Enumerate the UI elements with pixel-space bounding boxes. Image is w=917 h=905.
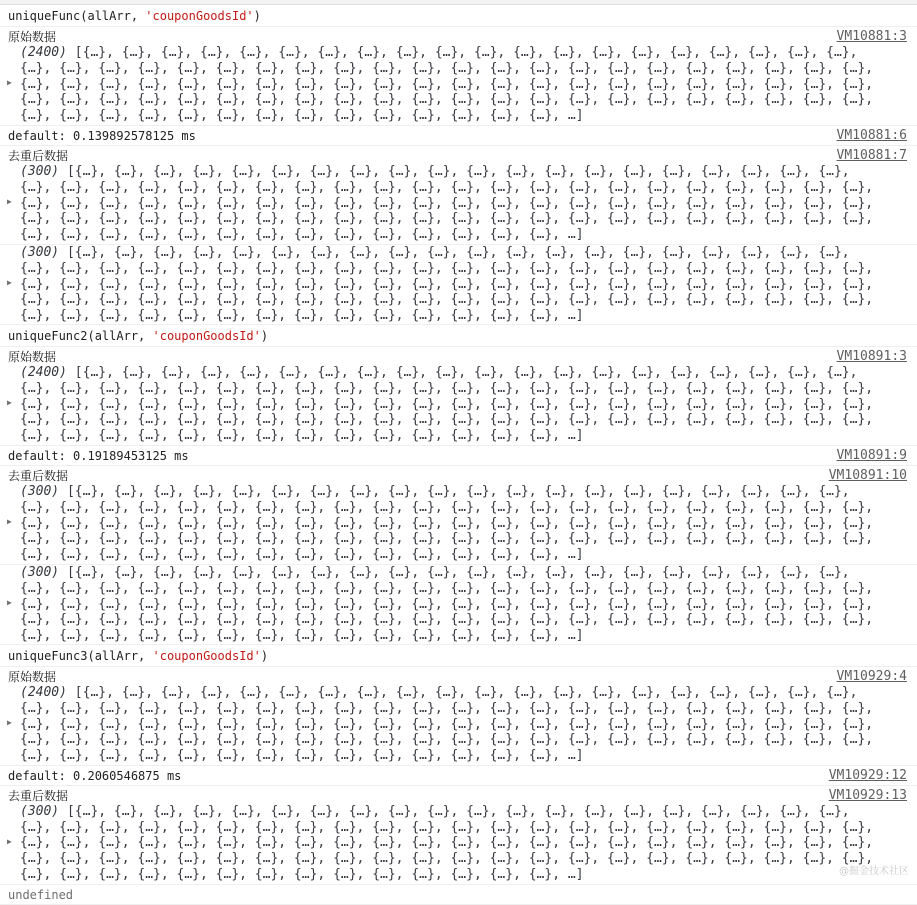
source-link[interactable]: VM10881:6 [836,127,907,143]
array-preview-line: {…}, {…}, {…}, {…}, {…}, {…}, {…}, {…}, {…}, {…}, {…}, {…}, {…}, {…}, {…}, {…}, {…}, {…}, {…}, {…}, {…}, {…}, [20,531,874,547]
console-log [0,5,917,905]
source-link[interactable]: VM10881:3 [836,29,907,44]
string-literal: 'couponGoodsId' [152,648,261,663]
code-text: uniqueFunc2(allArr, [8,328,153,343]
array-preview-line: {…}, {…}, {…}, {…}, {…}, {…}, {…}, {…}, {…}, {…}, {…}, {…}, {…}, {…}, {…}, {…}, {…}, {…}, {…}, {…}, {…}, {…}, [20,260,874,276]
array-preview-line: {…}, {…}, {…}, {…}, {…}, {…}, {…}, {…}, {…}, {…}, {…}, {…}, {…}, {…}, {…}, {…}, {…}, {…}, {…}, {…}, {…}, {…}, [20,380,874,396]
result-entry [0,565,917,645]
array-length-badge: (2400) [20,684,67,700]
array-preview[interactable] [7,163,909,243]
array-preview-line: {…}, {…}, {…}, {…}, {…}, {…}, {…}, {…}, {…}, {…}, {…}, {…}, {…}, {…}, {…}, {…}, {…}, {…}, {…}, {…}, {…}, {…}, [20,92,874,108]
array-length-badge: (300) [20,803,60,819]
timing-entry [0,126,917,146]
log-entry [0,466,917,565]
array-preview-line: (2400) [{…}, {…}, {…}, {…}, {…}, {…}, {…}, {…}, {…}, {…}, {…}, {…}, {…}, {…}, {…}, {…}, {…}, {…}, {…}, {…}, [20,45,858,60]
source-link[interactable]: VM10929:4 [836,668,907,684]
array-preview-line: {…}, {…}, {…}, {…}, {…}, {…}, {…}, {…}, {…}, {…}, {…}, {…}, {…}, {…}, …] [20,867,584,883]
timing-entry [0,766,917,786]
source-link[interactable]: VM10929:12 [828,767,907,783]
log-label: 去重后数据 [8,468,69,483]
log-label: 去重后数据 [8,148,69,163]
array-length-badge: (2400) [20,45,67,60]
code-text: ) [260,328,269,343]
timing-text: default: 0.139892578125 ms [8,128,196,143]
array-preview-line: {…}, {…}, {…}, {…}, {…}, {…}, {…}, {…}, {…}, {…}, {…}, {…}, {…}, {…}, {…}, {…}, {…}, {…}, {…}, {…}, {…}, {…}, [20,716,874,732]
array-preview-line: {…}, {…}, {…}, {…}, {…}, {…}, {…}, {…}, {…}, {…}, {…}, {…}, {…}, {…}, {…}, {…}, {…}, {…}, {…}, {…}, {…}, {…}, [20,60,874,76]
undefined-result: undefined [8,887,74,902]
array-preview[interactable] [7,45,909,124]
array-preview-line: {…}, {…}, {…}, {…}, {…}, {…}, {…}, {…}, {…}, {…}, {…}, {…}, {…}, {…}, {…}, {…}, {…}, {…}, {…}, {…}, {…}, {…}, [20,499,874,515]
array-preview-line: {…}, {…}, {…}, {…}, {…}, {…}, {…}, {…}, {…}, {…}, {…}, {…}, {…}, {…}, {…}, {…}, {…}, {…}, {…}, {…}, {…}, {…}, [20,76,874,92]
expand-triangle-icon[interactable]: ▶ [7,196,12,206]
array-preview-line: (300) [{…}, {…}, {…}, {…}, {…}, {…}, {…}, {…}, {…}, {…}, {…}, {…}, {…}, {…}, {…}, {…}, {…}, {…}, {…}, {…}, [20,803,850,819]
array-preview-line: {…}, {…}, {…}, {…}, {…}, {…}, {…}, {…}, {…}, {…}, {…}, {…}, {…}, {…}, {…}, {…}, {…}, {…}, {…}, {…}, {…}, {…}, [20,412,874,428]
log-entry [0,347,917,446]
array-length-badge: (300) [20,564,60,580]
log-entry [0,667,917,766]
array-preview-line: {…}, {…}, {…}, {…}, {…}, {…}, {…}, {…}, {…}, {…}, {…}, {…}, {…}, {…}, {…}, {…}, {…}, {…}, {…}, {…}, {…}, {…}, [20,700,874,716]
array-preview-line: {…}, {…}, {…}, {…}, {…}, {…}, {…}, {…}, {…}, {…}, {…}, {…}, {…}, {…}, {…}, {…}, {…}, {…}, {…}, {…}, {…}, {…}, [20,515,874,531]
array-preview-line: (300) [{…}, {…}, {…}, {…}, {…}, {…}, {…}, {…}, {…}, {…}, {…}, {…}, {…}, {…}, {…}, {…}, {…}, {…}, {…}, {…}, [20,163,850,179]
string-literal: 'couponGoodsId' [145,9,254,23]
array-preview-line: {…}, {…}, {…}, {…}, {…}, {…}, {…}, {…}, {…}, {…}, {…}, {…}, {…}, {…}, …] [20,547,584,563]
expand-triangle-icon[interactable]: ▶ [7,516,12,526]
array-preview-line: {…}, {…}, {…}, {…}, {…}, {…}, {…}, {…}, {…}, {…}, {…}, {…}, {…}, {…}, …] [20,428,584,444]
source-link[interactable]: VM10891:9 [836,447,907,463]
array-preview-line: {…}, {…}, {…}, {…}, {…}, {…}, {…}, {…}, {…}, {…}, {…}, {…}, {…}, {…}, {…}, {…}, {…}, {…}, {…}, {…}, {…}, {…}, [20,179,874,195]
array-length-badge: (300) [20,163,60,179]
array-preview[interactable] [7,803,909,883]
console-input-echo [0,5,917,27]
log-entry [0,786,917,885]
expand-triangle-icon[interactable]: ▶ [7,836,12,846]
result-entry [0,885,917,905]
array-preview-line: {…}, {…}, {…}, {…}, {…}, {…}, {…}, {…}, {…}, {…}, {…}, {…}, {…}, {…}, {…}, {…}, {…}, {…}, {…}, {…}, {…}, {…}, [20,276,874,292]
source-link[interactable]: VM10891:3 [836,348,907,364]
source-link[interactable]: VM10891:10 [828,467,907,483]
code-text: uniqueFunc(allArr, [8,9,146,23]
array-preview[interactable] [7,364,909,444]
console-input-echo [0,645,917,667]
log-label: 原始数据 [8,349,57,364]
watermark: @掘金技术社区 [839,866,909,877]
array-preview-line: {…}, {…}, {…}, {…}, {…}, {…}, {…}, {…}, {…}, {…}, {…}, {…}, {…}, {…}, {…}, {…}, {…}, {…}, {…}, {…}, {…}, {…}, [20,396,874,412]
log-label: 去重后数据 [8,788,69,803]
code-text: ) [253,9,261,23]
input-code [8,328,909,344]
array-preview-line: (2400) [{…}, {…}, {…}, {…}, {…}, {…}, {…}, {…}, {…}, {…}, {…}, {…}, {…}, {…}, {…}, {…}, {…}, {…}, {…}, {…}, [20,364,858,380]
array-preview-line: (300) [{…}, {…}, {…}, {…}, {…}, {…}, {…}, {…}, {…}, {…}, {…}, {…}, {…}, {…}, {…}, {…}, {…}, {…}, {…}, {…}, [20,564,850,580]
console-input-echo [0,325,917,347]
log-label: 原始数据 [8,669,57,684]
array-preview-line: {…}, {…}, {…}, {…}, {…}, {…}, {…}, {…}, {…}, {…}, {…}, {…}, {…}, {…}, {…}, {…}, {…}, {…}, {…}, {…}, {…}, {…}, [20,580,874,596]
array-preview-line: {…}, {…}, {…}, {…}, {…}, {…}, {…}, {…}, {…}, {…}, {…}, {…}, {…}, {…}, {…}, {…}, {…}, {…}, {…}, {…}, {…}, {…}, [20,851,874,867]
input-code [8,648,909,664]
timing-text: default: 0.2060546875 ms [8,768,182,783]
expand-triangle-icon[interactable]: ▶ [7,397,12,407]
expand-triangle-icon[interactable]: ▶ [7,78,12,87]
array-preview-line: (300) [{…}, {…}, {…}, {…}, {…}, {…}, {…}, {…}, {…}, {…}, {…}, {…}, {…}, {…}, {…}, {…}, {…}, {…}, {…}, {…}, [20,244,850,260]
array-preview[interactable] [7,684,909,764]
array-preview-line: {…}, {…}, {…}, {…}, {…}, {…}, {…}, {…}, {…}, {…}, {…}, {…}, {…}, {…}, {…}, {…}, {…}, {…}, {…}, {…}, {…}, {…}, [20,819,874,835]
array-preview-line: (300) [{…}, {…}, {…}, {…}, {…}, {…}, {…}, {…}, {…}, {…}, {…}, {…}, {…}, {…}, {…}, {…}, {…}, {…}, {…}, {…}, [20,483,850,499]
array-length-badge: (300) [20,244,60,260]
array-preview-line: {…}, {…}, {…}, {…}, {…}, {…}, {…}, {…}, {…}, {…}, {…}, {…}, {…}, {…}, …] [20,108,584,124]
array-preview-line: {…}, {…}, {…}, {…}, {…}, {…}, {…}, {…}, {…}, {…}, {…}, {…}, {…}, {…}, {…}, {…}, {…}, {…}, {…}, {…}, {…}, {…}, [20,612,874,628]
array-preview-line: {…}, {…}, {…}, {…}, {…}, {…}, {…}, {…}, {…}, {…}, {…}, {…}, {…}, {…}, {…}, {…}, {…}, {…}, {…}, {…}, {…}, {…}, [20,835,874,851]
log-entry [0,27,917,126]
array-preview-line: {…}, {…}, {…}, {…}, {…}, {…}, {…}, {…}, {…}, {…}, {…}, {…}, {…}, {…}, {…}, {…}, {…}, {…}, {…}, {…}, {…}, {…}, [20,211,874,227]
log-entry [0,146,917,245]
array-preview[interactable] [7,244,909,324]
array-preview-line: {…}, {…}, {…}, {…}, {…}, {…}, {…}, {…}, {…}, {…}, {…}, {…}, {…}, {…}, …] [20,227,584,243]
array-preview-line: {…}, {…}, {…}, {…}, {…}, {…}, {…}, {…}, {…}, {…}, {…}, {…}, {…}, {…}, …] [20,748,584,764]
array-length-badge: (300) [20,483,60,499]
expand-triangle-icon[interactable]: ▶ [7,717,12,727]
array-preview-line: {…}, {…}, {…}, {…}, {…}, {…}, {…}, {…}, {…}, {…}, {…}, {…}, {…}, {…}, …] [20,308,584,324]
source-link[interactable]: VM10881:7 [836,147,907,163]
timing-text: default: 0.19189453125 ms [8,448,189,463]
array-preview[interactable] [7,483,909,563]
expand-triangle-icon[interactable]: ▶ [7,277,12,287]
array-preview[interactable] [7,564,909,644]
log-label: 原始数据 [8,30,57,44]
source-link[interactable]: VM10929:13 [828,787,907,803]
array-preview-line: {…}, {…}, {…}, {…}, {…}, {…}, {…}, {…}, {…}, {…}, {…}, {…}, {…}, {…}, {…}, {…}, {…}, {…}, {…}, {…}, {…}, {…}, [20,732,874,748]
array-length-badge: (2400) [20,364,67,380]
array-preview-line: {…}, {…}, {…}, {…}, {…}, {…}, {…}, {…}, {…}, {…}, {…}, {…}, {…}, {…}, {…}, {…}, {…}, {…}, {…}, {…}, {…}, {…}, [20,292,874,308]
array-preview-line: {…}, {…}, {…}, {…}, {…}, {…}, {…}, {…}, {…}, {…}, {…}, {…}, {…}, {…}, …] [20,628,584,644]
array-preview-line: {…}, {…}, {…}, {…}, {…}, {…}, {…}, {…}, {…}, {…}, {…}, {…}, {…}, {…}, {…}, {…}, {…}, {…}, {…}, {…}, {…}, {…}, [20,195,874,211]
input-code [8,8,909,24]
expand-triangle-icon[interactable]: ▶ [7,597,12,607]
result-entry [0,245,917,325]
timing-entry [0,446,917,466]
string-literal: 'couponGoodsId' [152,328,261,343]
array-preview-line: {…}, {…}, {…}, {…}, {…}, {…}, {…}, {…}, {…}, {…}, {…}, {…}, {…}, {…}, {…}, {…}, {…}, {…}, {…}, {…}, {…}, {…}, [20,596,874,612]
code-text: ) [260,648,269,663]
array-preview-line: (2400) [{…}, {…}, {…}, {…}, {…}, {…}, {…}, {…}, {…}, {…}, {…}, {…}, {…}, {…}, {…}, {…}, {…}, {…}, {…}, {…}, [20,684,858,700]
code-text: uniqueFunc3(allArr, [8,648,153,663]
